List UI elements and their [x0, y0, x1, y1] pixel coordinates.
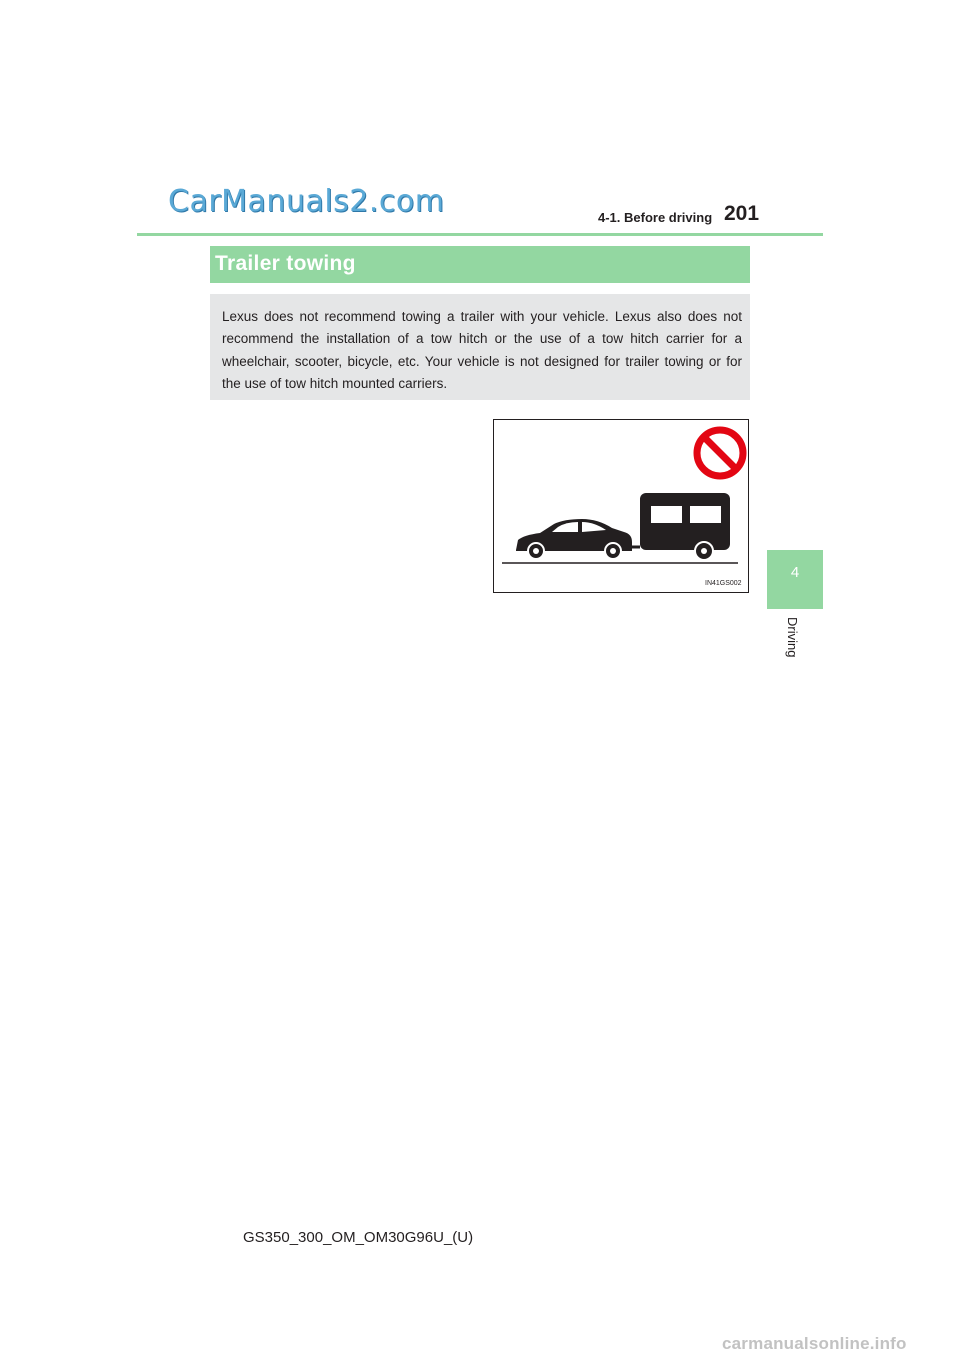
trailer-icon	[640, 493, 730, 560]
intro-text: Lexus does not recommend towing a trailer with your vehicle. Lexus also does not recommend the installation of a tow hitch or the use of a tow hitch carrier for a wheelchair, scooter, bicycle, etc. Your vehicle is not designed for trailer towing or for the use of tow hitch mounted carriers.	[222, 309, 742, 392]
watermark-logo: CarManuals2.com	[168, 184, 445, 219]
section-label: 4-1. Before driving	[598, 210, 713, 225]
chapter-tab-number: 4	[790, 564, 800, 581]
prohibition-icon	[697, 430, 743, 476]
footer-watermark: carmanualsonline.info	[722, 1334, 907, 1353]
page-number: 201	[724, 202, 760, 225]
chapter-tab-label-text: Driving	[785, 617, 800, 658]
towing-prohibited-figure	[493, 419, 749, 593]
section-title: Trailer towing	[215, 252, 356, 275]
figure-code: IN41GS002	[705, 580, 742, 587]
header-rule	[137, 233, 823, 236]
towing-illustration	[494, 420, 748, 592]
chapter-tab-label	[784, 617, 804, 677]
car-icon	[516, 519, 632, 559]
document-id: GS350_300_OM_OM30G96U_(U)	[243, 1229, 474, 1246]
